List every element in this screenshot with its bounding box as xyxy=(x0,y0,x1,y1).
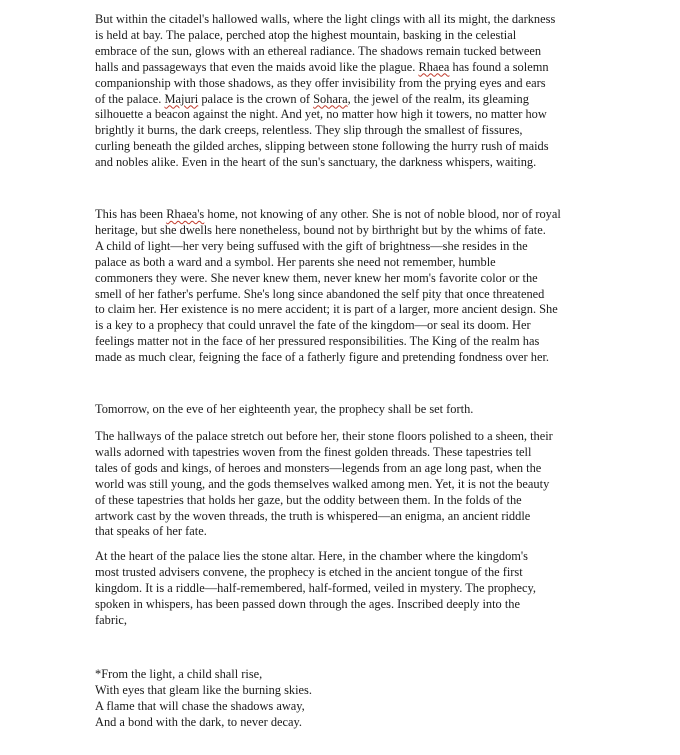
text-line: embrace of the sun, glows with an ethereal radiance. The shadows remain tucked between xyxy=(95,43,542,58)
text-line: fabric, xyxy=(95,612,127,627)
text-line: made as much clear, feigning the face of a fatherly figure and pretending fondness over her. xyxy=(95,350,549,365)
text-line: spoken in whispers, has been passed down through the ages. Inscribed deeply into the xyxy=(95,596,520,611)
text-line: feelings matter not in the face of her pressured responsibilities. The King of the realm has xyxy=(95,334,540,349)
text-run: palace is the crown of xyxy=(198,91,314,106)
text-run: of the palace. xyxy=(95,91,165,106)
text-line: most trusted advisers convene, the prophecy is etched in the ancient tongue of the first xyxy=(95,564,523,579)
paragraph-tomorrow xyxy=(95,402,590,418)
paragraph-citadel xyxy=(95,12,590,171)
prophecy-poem xyxy=(95,667,590,731)
text-line xyxy=(95,92,590,108)
text-line xyxy=(95,207,590,223)
misspelled-word[interactable]: Rhaea's xyxy=(166,207,205,221)
text-line: world was still young, and the gods themselves walked among men. Yet, it is not the beauty xyxy=(95,476,550,491)
poem-line: And a bond with the dark, to never decay. xyxy=(95,714,303,729)
paragraph-altar xyxy=(95,549,590,629)
misspelled-word[interactable]: Sohara xyxy=(313,91,348,106)
text-line: artwork cast by the woven threads, the truth is whispered—an enigma, an ancient riddle xyxy=(95,508,531,523)
text-line: and nobles alike. Even in the heart of the sun's sanctuary, the darkness whispers, waiting. xyxy=(95,155,537,170)
text-run: home, not knowing of any other. She is not of noble blood, nor of royal xyxy=(204,207,561,221)
text-line: commoners they were. She never knew them, never knew her mom's favorite color or the xyxy=(95,270,538,285)
text-line xyxy=(95,60,590,76)
text-run: halls and passageways that even the maids avoid like the plague. xyxy=(95,59,419,74)
text-line: is held at bay. The palace, perched atop the highest mountain, basking in the celestial xyxy=(95,27,517,42)
text-line: The hallways of the palace stretch out before her, their stone floors polished to a sheen, their xyxy=(95,429,553,443)
text-line: At the heart of the palace lies the stone altar. Here, in the chamber where the kingdom's xyxy=(95,549,528,563)
text-line: to claim her. Her existence is no mere accident; it is part of a larger, more ancient design. She xyxy=(95,302,558,317)
text-run: has found a solemn xyxy=(449,59,549,74)
text-line: that speaks of her fate. xyxy=(95,524,207,539)
text-run: This has been xyxy=(95,207,167,221)
text-line: But within the citadel's hallowed walls, where the light clings with all its might, the darkness xyxy=(95,12,556,26)
text-line: Tomorrow, on the eve of her eighteenth year, the prophecy shall be set forth. xyxy=(95,402,474,416)
misspelled-word[interactable]: Majuri xyxy=(164,91,199,106)
text-line: heritage, but she dwells here nonetheless, bound not by birthright but by the whims of fate. xyxy=(95,222,546,237)
text-line: is a key to a prophecy that could unravel the fate of the kingdom—or seal its doom. Her xyxy=(95,318,531,333)
text-run: , the jewel of the realm, its gleaming xyxy=(347,91,529,106)
text-line: walls adorned with tapestries woven from the finest golden threads. These tapestries tell xyxy=(95,444,532,459)
text-line: silhouette a beacon against the night. And yet, no matter how high it towers, no matter how xyxy=(95,107,547,122)
text-line: palace as both a ward and a symbol. Her parents she need not remember, humble xyxy=(95,254,496,269)
poem-line: *From the light, a child shall rise, xyxy=(95,667,263,681)
text-line: kingdom. It is a riddle—half-remembered, half-formed, veiled in mystery. The prophecy, xyxy=(95,580,536,595)
text-line: companionship with those shadows, as they offer invisibility from the prying eyes and ears xyxy=(95,75,546,90)
text-line: curling beneath the gilded arches, slipping between stone following the hurry rush of maids xyxy=(95,139,549,154)
paragraph-home xyxy=(95,207,590,366)
paragraph-hallways xyxy=(95,429,590,540)
text-line: smell of her father's perfume. She's long since abandoned the self pity that once threatened xyxy=(95,286,545,301)
poem-line: A flame that will chase the shadows away, xyxy=(95,698,305,713)
text-line: A child of light—her very being suffused with the gift of brightness—she resides in the xyxy=(95,238,528,253)
text-line: of these tapestries that holds her gaze, but the oddity between them. In the folds of the xyxy=(95,492,522,507)
misspelled-word[interactable]: Rhaea xyxy=(418,59,450,74)
poem-line: With eyes that gleam like the burning skies. xyxy=(95,682,312,697)
text-line: tales of gods and kings, of heroes and monsters—legends from an age long past, when the xyxy=(95,460,542,475)
text-line: brightly it burns, the dark creeps, relentless. They slip through the smallest of fissures, xyxy=(95,123,523,138)
